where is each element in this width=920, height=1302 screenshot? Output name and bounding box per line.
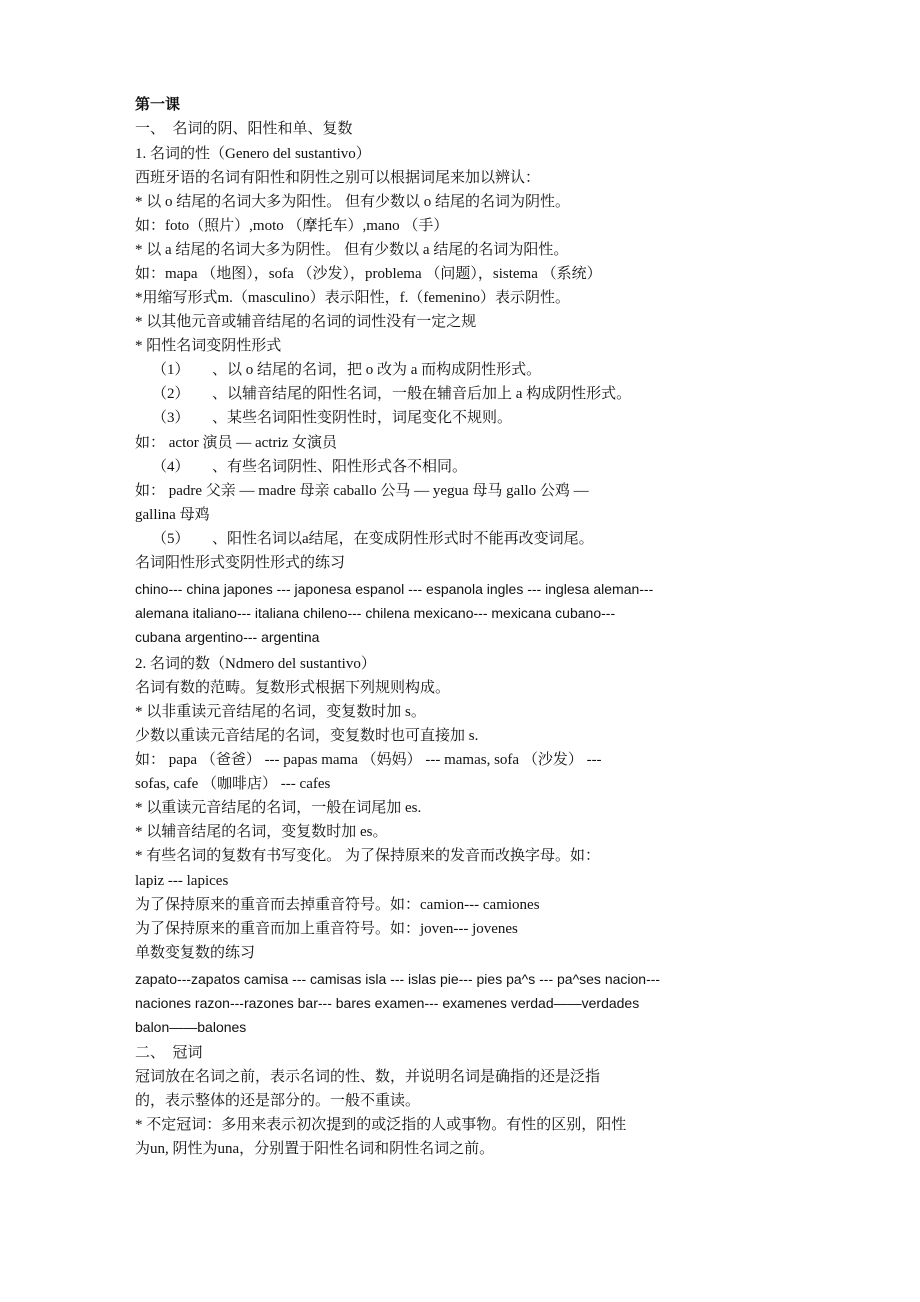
example-line: 如： actor 演员 — actriz 女演员 [135,435,338,451]
rule-line: * 以 a 结尾的名词大多为阴性。 但有少数以 a 结尾的名词为阳性。 [135,242,569,258]
numbered-item: （1） 、以 o 结尾的名词，把 o 改为 a 而构成阴性形式。 [152,362,542,378]
rule-line: * 以重读元音结尾的名词，一般在词尾加 es. [135,800,422,816]
exercise-line: alemana italiano--- italiana chileno--- chilena mexicano--- mexicana cubano--- [135,605,616,621]
example-line: 如：foto（照片）,moto （摩托车）,mano （手） [135,218,449,234]
subsection-heading-gender: 1. 名词的性（Genero del sustantivo） [135,146,371,162]
example-line: sofas, cafe （咖啡店） --- cafes [135,776,331,792]
subsection-heading-number: 2. 名词的数（Ndmero del sustantivo） [135,656,376,672]
rule-line: * 以其他元音或辅音结尾的名词的词性没有一定之规 [135,314,477,330]
rule-line: * 以 o 结尾的名词大多为阳性。 但有少数以 o 结尾的名词为阴性。 [135,194,571,210]
text-line: 冠词放在名词之前，表示名词的性、数，并说明名词是确指的还是泛指 [135,1069,601,1085]
text-line: 为了保持原来的重音而加上重音符号。如：joven--- jovenes [135,921,518,937]
example-line: lapiz --- lapices [135,873,229,889]
exercise-line: chino--- china japones --- japonesa espanol --- espanola ingles --- inglesa aleman--- [135,581,654,597]
numbered-item: （5） 、阳性名词以a结尾，在变成阴性形式时不能再改变词尾。 [152,531,594,547]
lesson-title: 第一课 [135,97,181,113]
example-line: gallina 母鸡 [135,507,210,523]
text-line: 西班牙语的名词有阳性和阴性之别可以根据词尾来加以辨认： [135,170,541,186]
section-heading-1: 一、 名词的阴、阳性和单、复数 [135,121,353,137]
text-line: 的，表示整体的还是部分的。一般不重读。 [135,1093,421,1109]
example-line: 如： papa （爸爸） --- papas mama （妈妈） --- mamas, sofa （沙发） --- [135,752,602,768]
text-line: 名词有数的范畴。复数形式根据下列规则构成。 [135,680,451,696]
example-line: 如：mapa （地图），sofa （沙发），problema （问题），sistema （系统） [135,266,602,282]
numbered-item: （4） 、有些名词阴性、阳性形式各不相同。 [152,459,468,475]
exercise-line: naciones razon---razones bar--- bares examen--- examenes verdad——verdades [135,995,640,1011]
rule-line: * 以非重读元音结尾的名词，变复数时加 s。 [135,704,426,720]
rule-line: * 以辅音结尾的名词，变复数时加 es。 [135,824,388,840]
text-line: 为了保持原来的重音而去掉重音符号。如：camion--- camiones [135,897,540,913]
rule-line: *用缩写形式m.（masculino）表示阳性，f.（femenino）表示阴性。 [135,290,570,306]
text-line: 少数以重读元音结尾的名词，变复数时也可直接加 s. [135,728,479,744]
section-heading-2: 二、 冠词 [135,1045,203,1061]
text-line: 为un, 阴性为una，分别置于阳性名词和阴性名词之前。 [135,1141,495,1157]
numbered-item: （3） 、某些名词阳性变阴性时，词尾变化不规则。 [152,410,513,426]
exercise-heading: 名词阳性形式变阴性形式的练习 [135,555,346,571]
exercise-line: cubana argentino--- argentina [135,629,320,645]
example-line: 如： padre 父亲 — madre 母亲 caballo 公马 — yegua 母马 gallo 公鸡 — [135,483,589,499]
rule-line: * 有些名词的复数有书写变化。 为了保持原来的发音而改换字母。如： [135,848,601,864]
exercise-line: zapato---zapatos camisa --- camisas isla --- islas pie--- pies pa^s --- pa^ses nacion--- [135,971,661,987]
numbered-item: （2） 、以辅音结尾的阳性名词，一般在辅音后加上 a 构成阴性形式。 [152,386,632,402]
exercise-line: balon——balones [135,1019,247,1035]
rule-line: * 不定冠词：多用来表示初次提到的或泛指的人或事物。有性的区别，阳性 [135,1117,627,1133]
exercise-heading: 单数变复数的练习 [135,945,256,961]
rule-line: * 阳性名词变阴性形式 [135,338,282,354]
